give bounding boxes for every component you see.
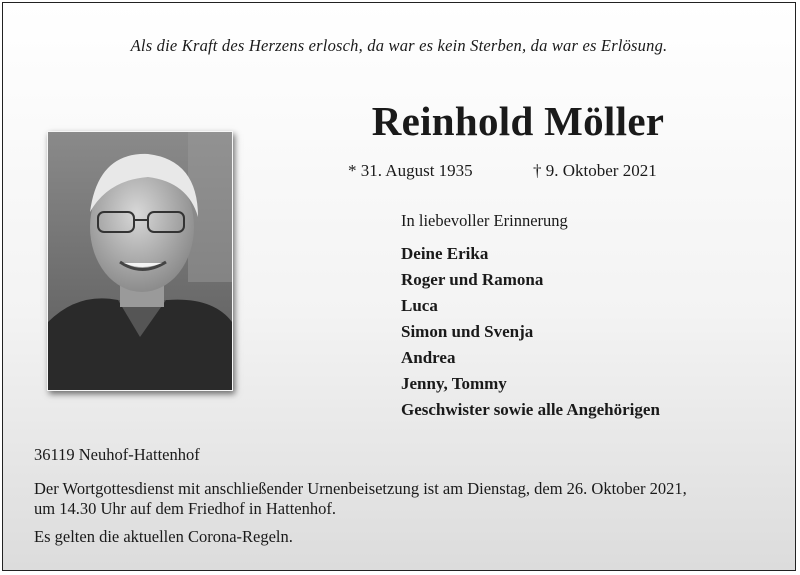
family-member: Geschwister sowie alle Angehörigen bbox=[401, 400, 660, 419]
ceremony-info bbox=[34, 479, 784, 519]
family-member: Luca bbox=[401, 296, 438, 315]
ceremony-line: um 14.30 Uhr auf dem Friedhof in Hattenhof. bbox=[34, 499, 336, 518]
portrait-photo bbox=[47, 131, 233, 391]
deceased-name: Reinhold Möller bbox=[371, 98, 665, 144]
family-list bbox=[401, 241, 660, 423]
family-member: Simon und Svenja bbox=[401, 322, 534, 341]
death-date: † 9. Oktober 2021 bbox=[533, 161, 657, 180]
portrait-illustration bbox=[48, 132, 232, 390]
place: 36119 Neuhof-Hattenhof bbox=[34, 445, 200, 464]
family-member: Jenny, Tommy bbox=[401, 374, 507, 393]
motto: Als die Kraft des Herzens erlosch, da war es kein Sterben, da war es Erlösung. bbox=[130, 36, 668, 55]
family-member: Deine Erika bbox=[401, 244, 489, 263]
birth-date: * 31. August 1935 bbox=[348, 161, 473, 180]
life-dates bbox=[348, 161, 657, 181]
family-member: Roger und Ramona bbox=[401, 270, 544, 289]
corona-note: Es gelten die aktuellen Corona-Regeln. bbox=[34, 527, 293, 546]
memory-line: In liebevoller Erinnerung bbox=[401, 211, 568, 230]
ceremony-line: Der Wortgottesdienst mit anschließender Urnenbeisetzung ist am Dienstag, dem 26. Oktober 2021, bbox=[34, 479, 687, 498]
obituary-card bbox=[2, 2, 796, 571]
family-member: Andrea bbox=[401, 348, 456, 367]
